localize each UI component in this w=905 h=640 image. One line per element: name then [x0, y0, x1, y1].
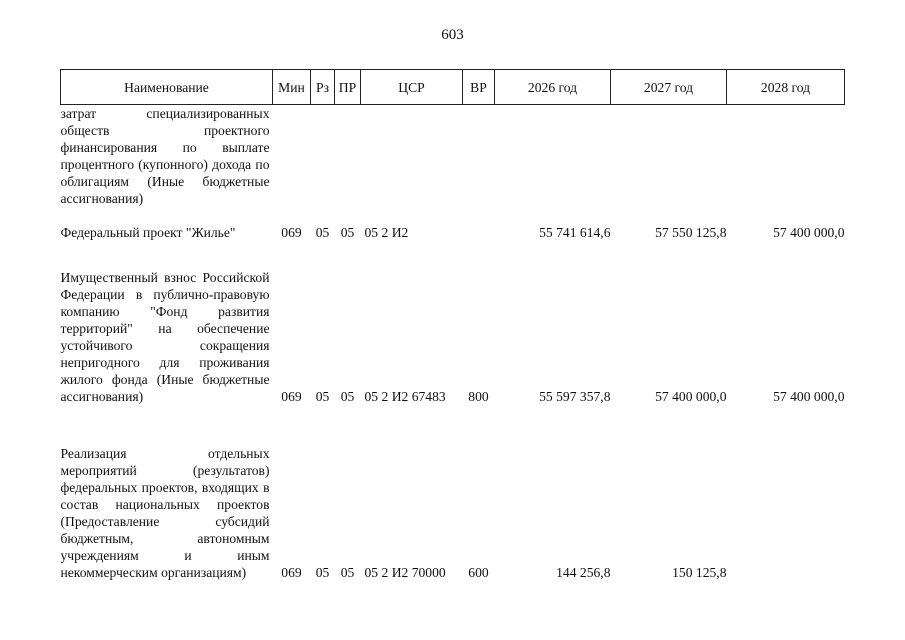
cell-2026: 55 597 357,8 — [539, 389, 611, 404]
cell-pr: 05 — [340, 225, 355, 240]
cell-name: Реализация отдельных мероприятий (результатов) федеральных проектов, входящих в состав национальных проектов (Предоставление субсидий бюджетным, автономным учреждениям и иным некоммерческим организациям) — [60, 446, 270, 580]
cell-min: 069 — [281, 225, 302, 240]
table-row — [61, 105, 845, 208]
cell-min: 069 — [281, 565, 302, 580]
cell-2027: 57 550 125,8 — [655, 225, 727, 240]
cell-csr — [361, 105, 463, 208]
header-2026: 2026 год — [495, 70, 611, 105]
cell-name: затрат специализированных обществ проектного финансирования по выплате процентного (купонного) дохода по облигациям (Иные бюджетные ассигнования) — [60, 106, 270, 206]
cell-pr: 05 — [340, 389, 355, 404]
header-min: Мин — [273, 70, 311, 105]
cell-name: Федеральный проект "Жилье" — [60, 225, 236, 240]
cell-2028 — [727, 405, 845, 581]
cell-min — [273, 105, 311, 208]
cell-rz: 05 — [315, 565, 330, 580]
cell-rz: 05 — [315, 225, 330, 240]
cell-2026: 55 741 614,6 — [539, 225, 611, 240]
header-csr: ЦСР — [361, 70, 463, 105]
cell-vr — [463, 105, 495, 208]
cell-pr — [335, 105, 361, 208]
cell-pr: 05 — [340, 565, 355, 580]
page-number: 603 — [441, 27, 464, 43]
cell-min: 069 — [281, 389, 302, 404]
cell-2026 — [495, 105, 611, 208]
cell-2028: 57 400 000,0 — [773, 389, 845, 404]
cell-vr — [463, 207, 495, 244]
budget-table — [60, 69, 845, 581]
cell-vr: 800 — [468, 389, 489, 404]
header-vr: ВР — [463, 70, 495, 105]
cell-rz: 05 — [315, 389, 330, 404]
header-2027: 2027 год — [611, 70, 727, 105]
cell-csr: 05 2 И2 67483 — [364, 389, 446, 404]
table-header — [61, 70, 845, 105]
cell-csr: 05 2 И2 70000 — [364, 565, 446, 580]
cell-2027 — [611, 105, 727, 208]
cell-2026: 144 256,8 — [556, 565, 611, 580]
cell-2028 — [727, 105, 845, 208]
header-pr: ПР — [335, 70, 361, 105]
header-rz: Рз — [311, 70, 335, 105]
cell-2027: 57 400 000,0 — [655, 389, 727, 404]
header-2028: 2028 год — [727, 70, 845, 105]
cell-vr: 600 — [468, 565, 489, 580]
table-row — [61, 244, 845, 405]
cell-2027: 150 125,8 — [672, 565, 727, 580]
cell-csr: 05 2 И2 — [364, 225, 409, 240]
cell-rz — [311, 105, 335, 208]
cell-name: Имущественный взнос Российской Федерации в публично-правовую компанию "Фонд развития территорий" на обеспечение устойчивого сокращения непригодного для проживания жилого фонда (Иные бюджетные ассигнования) — [60, 270, 270, 404]
table-row — [61, 405, 845, 581]
header-name: Наименование — [61, 70, 273, 105]
table-row — [61, 207, 845, 244]
cell-2028: 57 400 000,0 — [773, 225, 845, 240]
